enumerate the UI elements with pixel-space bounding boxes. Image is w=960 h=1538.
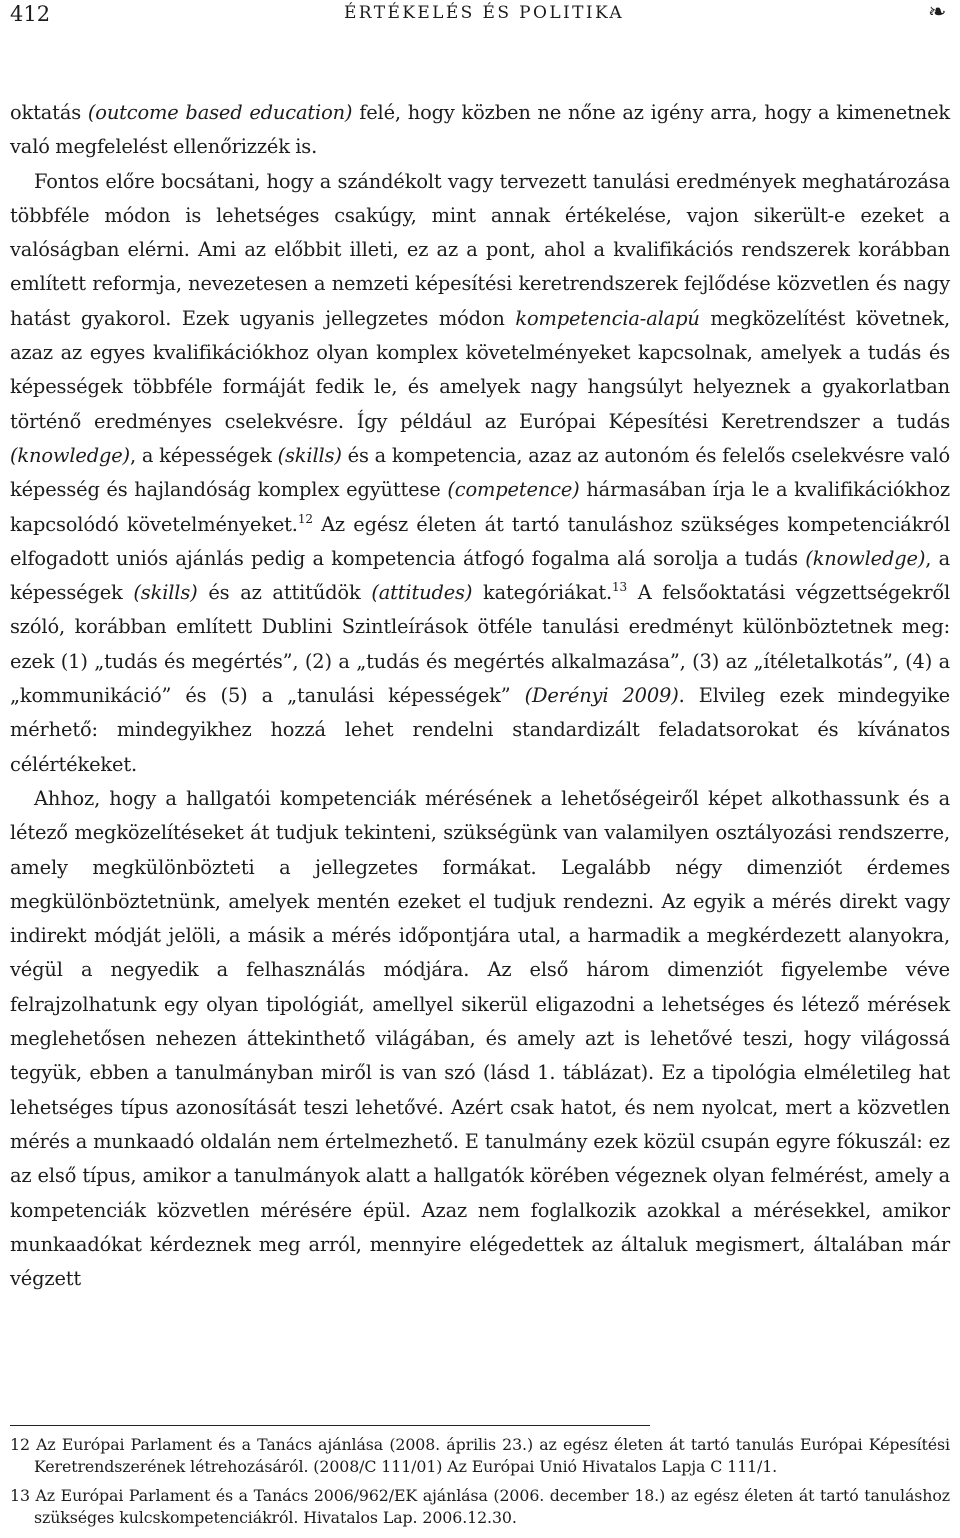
text-run: A felsőoktatási végzettségekről szóló, korábban említett Dublini Szintleírások ötféle tanulási eredményt különböztetnek meg: ezek (1) „tudás és megértés”, (2) a „tudás és megértés alkalmazása”, (3) az „ítéletalkotás”, (4) a „kommunikáció” és (5) a „tanulási képességek” — [10, 581, 951, 708]
italic-term: kompetencia-alapú — [515, 306, 700, 330]
text-run: Az egész életen át tartó tanuláshoz szükséges kompetenciákról elfogadott uniós ajánlás pedig a kompetencia átfogó fogalma alá sorolja a tudás — [10, 512, 950, 570]
footnotes — [10, 1434, 950, 1536]
text-run: , a képességek — [129, 443, 278, 467]
text-run: megközelítést követnek, azaz az egyes kvalifikációkhoz olyan komplex követelményeket kapcsolnak, amelyek a tudás és képességek többféle formáját fedik le, és amelyek nagy hangsúlyt helyeznek a gyakorlatban történő eredményes cselekvésre. Így például az Európai Képesítési Keretrendszer a tudás — [10, 306, 951, 433]
footnote-marker: 13 — [612, 580, 628, 595]
italic-term: (knowledge) — [805, 546, 926, 570]
running-title: ÉRTÉKELÉS ÉS POLITIKA — [344, 3, 625, 23]
text-run: felé, hogy közben ne nőne az igény arra, hogy a kimenetnek való megfelelést ellenőrizzék is. — [10, 101, 950, 159]
text-run: kategóriákat. — [472, 581, 613, 605]
footnote: 12 Az Európai Parlament és a Tanács ajánlása (2008. április 23.) az egész életen át tartó tanulás Európai Képesítési Keretrendszerének létrehozásáról. (2008/C 111/01) Az Európai Unió Hivatalos Lapja C 111/1. — [10, 1435, 950, 1476]
citation: (Derényi 2009) — [524, 684, 679, 708]
text-run: és az attitűdök — [197, 581, 372, 605]
fleuron-icon: ❧ — [928, 0, 947, 25]
italic-term: (attitudes) — [371, 581, 473, 605]
page-number: 412 — [10, 2, 51, 26]
text-run: oktatás — [10, 101, 88, 124]
paragraph-continued — [10, 96, 950, 165]
text-run: . Elvileg ezek mindegyike mérhető: mindegyikhez hozzá lehet rendelni standardizált feladatsorokat és kívánatos célértékeket. — [10, 684, 950, 776]
italic-term: (knowledge) — [10, 443, 130, 467]
text-run: és a kompetencia, azaz az autonóm és felelős cselekvésre való képesség és hajlandóság komplex együttese — [10, 443, 950, 502]
italic-term: (skills) — [277, 443, 342, 467]
article-body — [10, 96, 950, 1296]
text-run: hármasában írja le a kvalifikációkhoz kapcsolódó követelményeket. — [10, 478, 950, 536]
paragraph — [10, 165, 950, 782]
text-run: , a képességek — [10, 546, 951, 605]
footnote: 13 Az Európai Parlament és a Tanács 2006/962/EK ajánlása (2006. december 18.) az egész életen át tartó tanuláshoz szükséges kulcskompetenciákról. Hivatalos Lap. 2006.12.30. — [10, 1486, 950, 1527]
italic-term: (competence) — [447, 478, 580, 502]
italic-term: (outcome based education) — [87, 101, 353, 124]
paragraph: Ahhoz, hogy a hallgatói kompetenciák mérésének a lehetőségeiről képet alkothassunk és a létező megközelítéseket át tudjuk tekinteni, szükségünk van valamilyen osztályozási rendszerre, amely megkülönbözteti a jellegzetes formákat. Legalább négy dimenziót érdemes megkülönböztetnünk, amelyek mentén ezeket el tudjuk rendezni. Az egyik a mérés direkt vagy indirekt módját jelöli, a másik a mérés időpontjára utal, a harmadik a megkérdezett alanyokra, végül a negyedik a felhasználás módjára. Az első három dimenziót figyelembe véve felrajzolhatunk egy olyan tipológiát, amellyel sikerül eligazodni a lehetséges és létező mérések meglehetősen nehezen áttekinthető világában, és amely azt is lehetővé teszi, hogy világossá tegyük, ebben a tanulmányban miről is van szó (lásd 1. táblázat). Ez a tipológia elméletileg hat lehetséges típus azonosítását teszi lehetővé. Azért csak hatot, és nem nyolcat, mert a közvetlen mérés a munkaadó oldalán nem értelmezhető. E tanulmány ezek közül csupán egyre fókuszál: ez az első típus, amikor a tanulmányok alatt a hallgatók körében végeznek olyan felmérést, amely a kompetenciák közvetlen mérésére épül. Azaz nem foglalkozik azokkal a mérésekkel, amikor munkaadókat kérdeznek meg arról, mennyire elégedettek az általuk megismert, általában már végzett — [10, 786, 950, 1291]
footnote-marker: 12 — [297, 511, 313, 526]
text-run: Fontos előre bocsátani, hogy a szándékolt vagy tervezett tanulási eredmények meghatározása többféle módon is lehetséges csakúgy, mint annak értékelése, vajon sikerült-e ezeket a valóságban elérni. Ami az előbbit illeti, ez az a pont, ahol a kvalifikációs rendszerek korábban említett reformja, nevezetesen a nemzeti képesítési keretrendszerek fejlődése közvetlen és nagy hatást gyakorol. Ezek ugyanis jellegzetes módon — [10, 169, 950, 330]
italic-term: (skills) — [133, 581, 198, 605]
footnote-divider — [10, 1425, 650, 1426]
running-header — [0, 0, 960, 30]
